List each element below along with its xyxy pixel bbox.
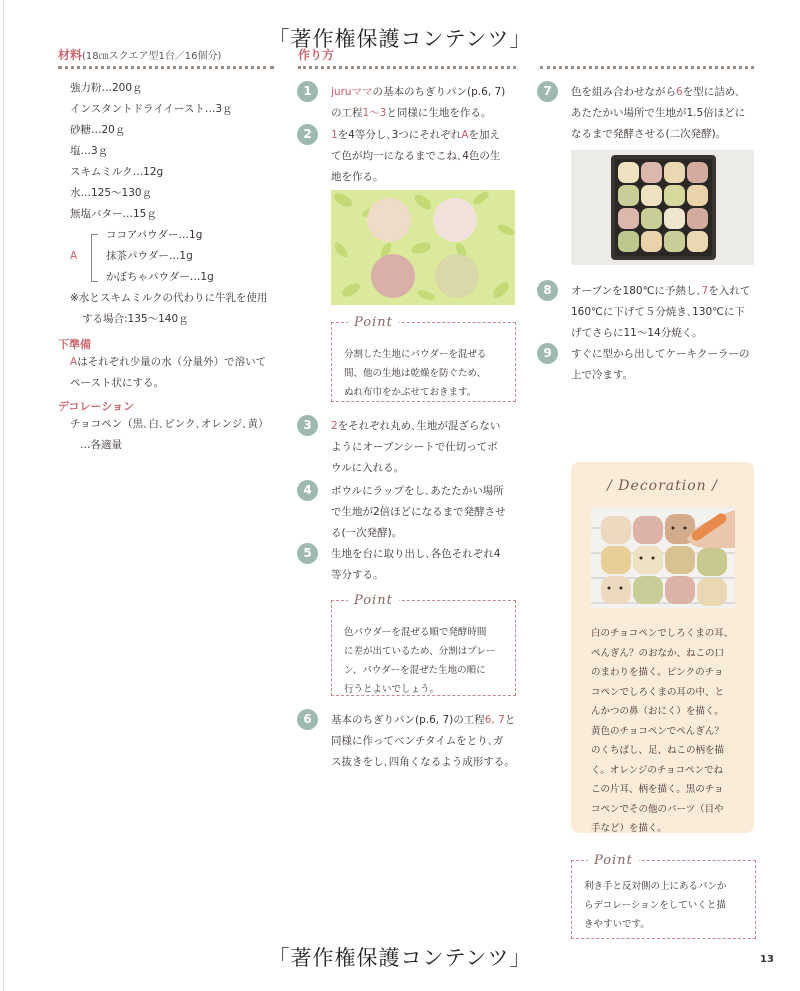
step-number: 2 [297, 124, 318, 145]
point-line: 行うとよいでしょう。 [344, 684, 440, 695]
watermark-bottom: 「著作権保護コンテンツ」 [268, 946, 532, 970]
step-line: の基本のちぎりパン(p.6, 7) [372, 86, 506, 98]
step-line: ようにオーブンシートで仕切ってボ [331, 441, 498, 453]
decoration-line: コペンでしろくまの耳の中、と [591, 686, 725, 698]
decoration-line: ぺんぎん？のおなか、ねこの口 [591, 647, 725, 659]
ingredient-group-label: A [70, 250, 78, 262]
step-text [331, 481, 506, 544]
step-ref: 1〜3 [362, 107, 387, 119]
point-line: 分割した生地にパウダーを混ぜる [344, 349, 487, 360]
milk-note-line: する場合:135〜140ｇ [82, 313, 189, 325]
prep-line: はそれぞれ少量の水（分量外）で溶いて [77, 356, 267, 368]
step-number: 7 [537, 81, 558, 102]
step-line: を4等分し､3つにそれぞれ [337, 129, 462, 141]
step-ref: 7 [701, 285, 709, 297]
step-line: 生地を台に取り出し､各色それぞれ4 [331, 548, 501, 560]
milk-note [70, 288, 267, 330]
ingredient-item: スキムミルク…12g [70, 166, 164, 178]
decoration-line: 手など）を描く。 [591, 823, 667, 834]
watermark-top: 「著作権保護コンテンツ」 [268, 27, 532, 51]
step-number: 3 [297, 415, 318, 436]
point-line: きやすいです。 [584, 919, 650, 930]
point-line: 間、他の生地は乾燥を防ぐため、 [344, 368, 487, 379]
step-5 [297, 543, 527, 587]
milk-note-line: ※水とスキムミルクの代わりに牛乳を使用 [70, 292, 268, 304]
method-divider-left [298, 66, 516, 69]
step-number: 4 [297, 480, 318, 501]
ingredient-group-bracket [91, 234, 98, 282]
decoration-heading: デコレーション [58, 400, 135, 413]
step-text [331, 416, 500, 479]
ingredients-divider [58, 66, 274, 69]
ingredient-item: 水…125〜130ｇ [70, 187, 153, 199]
step-4 [297, 480, 527, 546]
step-2 [297, 124, 527, 190]
point-box-2 [331, 593, 516, 696]
step-ref: juruママ [331, 86, 373, 98]
step-line: と同様に生地を作る。 [386, 107, 492, 119]
step-number: 1 [297, 81, 318, 102]
dough-in-pan-illustration [571, 150, 754, 265]
decoration-instructions [591, 624, 733, 839]
step-text [331, 544, 500, 586]
step-9 [537, 343, 767, 387]
step-number: 5 [297, 543, 318, 564]
point-box-1 [331, 315, 516, 402]
ingredient-group-item: 抹茶パウダー…1g [106, 250, 193, 262]
step-line: と [504, 714, 516, 726]
step-line: なるまで発酵させる(二次発酵)。 [571, 128, 727, 140]
ingredient-item: インスタントドライイースト…3ｇ [70, 103, 233, 115]
point-title: Point [348, 593, 399, 608]
step-line: 160℃に下げて５分焼き､130℃に下 [571, 306, 745, 318]
point-text [344, 345, 486, 402]
decoration-panel [571, 462, 754, 833]
step-line: をそれぞれ丸め､生地が混ざらない [337, 420, 501, 432]
step-line: ウルに入れる。 [331, 462, 405, 474]
ingredients-subtitle: (18㎝スクエア型1台／16個分) [82, 51, 222, 62]
decoration-ingredient-line: チョコペン（黒､白､ピンク､オレンジ､黄） [70, 418, 269, 430]
step-line: で生地が2倍ほどになるまで発酵させ [331, 506, 506, 518]
step-line: 基本のちぎりパン(p.6, 7)の工程 [331, 714, 485, 726]
point-title: Point [348, 315, 399, 330]
point-line: 利き手と反対側の上にあるパンか [584, 881, 727, 892]
page-edge-line [3, 0, 4, 991]
dough-in-pan-photo [571, 150, 754, 265]
point-line: に差が出ているため、分割はプレー [344, 646, 496, 657]
prep-ref: A [70, 356, 78, 368]
step-line: オーブンを180℃に予熱し､ [571, 285, 702, 297]
step-3 [297, 415, 527, 481]
ingredients-heading [58, 46, 221, 63]
step-ref: 6, 7 [484, 714, 505, 726]
decoration-photo [591, 508, 735, 608]
decoration-line: コペンでその他のパーツ（目や [591, 803, 724, 815]
decoration-line: のくちばし、足、ねこの柄を描 [591, 745, 725, 756]
step-number: 9 [537, 343, 558, 364]
decoration-line: く。オレンジのチョコペンでね [591, 764, 724, 776]
ingredient-item: 強力粉…200ｇ [70, 82, 143, 94]
point-text [584, 877, 727, 934]
point-text [344, 623, 495, 699]
step-line: ボウルにラップをし､あたたかい場所 [331, 485, 504, 497]
dough-balls-illustration [331, 190, 515, 305]
decoration-ingredients [70, 414, 268, 456]
step-line: 等分する。 [331, 569, 384, 581]
step-line: を入れて [708, 285, 751, 297]
step-6 [297, 709, 527, 775]
page-number: 13 [760, 954, 774, 965]
ingredient-item: 無塩バター…15ｇ [70, 208, 157, 220]
decoration-line: んかつの鼻（おにく）を描く。 [591, 706, 724, 717]
step-line: を加え [468, 129, 500, 141]
step-line: て色が均一になるまでこね､4色の生 [331, 150, 501, 162]
step-ref: 2 [331, 420, 338, 432]
method-heading: 作り方 [298, 48, 335, 62]
ingredient-group-item: かぼちゃパウダー…1g [106, 271, 214, 283]
decoration-panel-title: / Decoration / [607, 478, 718, 494]
decoration-ingredient-line: …各適量 [80, 439, 122, 451]
point-line: らデコレーションをしていくと描 [584, 900, 726, 911]
step-ref: 1 [331, 129, 338, 141]
step-number: 6 [297, 709, 318, 730]
step-line: 色を組み合わせながら [571, 86, 676, 98]
point-title: Point [588, 853, 639, 868]
step-text [331, 82, 505, 124]
point-line: ン、パウダーを混ぜた生地の順に [344, 665, 486, 676]
step-line: 同様に作ってベンチタイムをとり､ガ [331, 735, 504, 747]
decoration-line: この片耳、柄を描く。黒のチョ [591, 784, 724, 795]
step-1 [297, 81, 527, 125]
step-number: 8 [537, 280, 558, 301]
step-line: 地を作る。 [331, 171, 384, 183]
step-line: 上で冷ます。 [571, 369, 634, 381]
decoration-line: のまわりを描く。ピンクのチョ [591, 667, 724, 678]
step-line: あたたかい場所で生地が1.5倍ほどに [571, 107, 746, 119]
step-text [571, 281, 750, 344]
decoration-line: 黄色のチョコペンでぺんぎん？ [591, 725, 724, 737]
prep-text [70, 352, 266, 394]
ingredient-group-item: ココアパウダー…1g [106, 229, 203, 241]
step-8 [537, 280, 767, 346]
step-ref: 6 [676, 86, 683, 98]
step-text [571, 82, 745, 145]
ingredient-item: 塩…3ｇ [70, 145, 109, 157]
point-line: 色パウダーを混ぜる順で発酵時間 [344, 627, 487, 638]
step-ref: A [461, 129, 469, 141]
step-line: すぐに型から出してケーキクーラーの [571, 348, 750, 360]
step-line: を型に詰め､ [682, 86, 741, 98]
ingredient-list [70, 78, 233, 225]
prep-line: ペースト状にする。 [70, 377, 164, 389]
step-line: の工程 [331, 107, 363, 119]
point-line: ぬれ布巾をかぶせておきます。 [344, 387, 477, 398]
step-line: ス抜きをし､四角くなるよう成形する。 [331, 756, 515, 768]
step-line: る(一次発酵)。 [331, 527, 403, 539]
step-7 [537, 81, 767, 147]
prep-heading: 下準備 [58, 338, 91, 351]
ingredient-item: 砂糖…20ｇ [70, 124, 126, 136]
step-text [571, 344, 750, 386]
decorated-bread-illustration [591, 508, 735, 608]
step-text [331, 710, 515, 773]
dough-balls-photo [331, 190, 515, 305]
ingredients-title: 材料 [58, 48, 83, 62]
ingredient-group-list [106, 225, 214, 288]
decoration-line: 白のチョコペンでしろくまの耳、 [591, 628, 734, 639]
method-divider-right [540, 66, 754, 69]
step-text [331, 125, 500, 188]
step-line: げてさらに11〜14分焼く。 [571, 327, 703, 339]
point-box-3 [571, 853, 756, 939]
